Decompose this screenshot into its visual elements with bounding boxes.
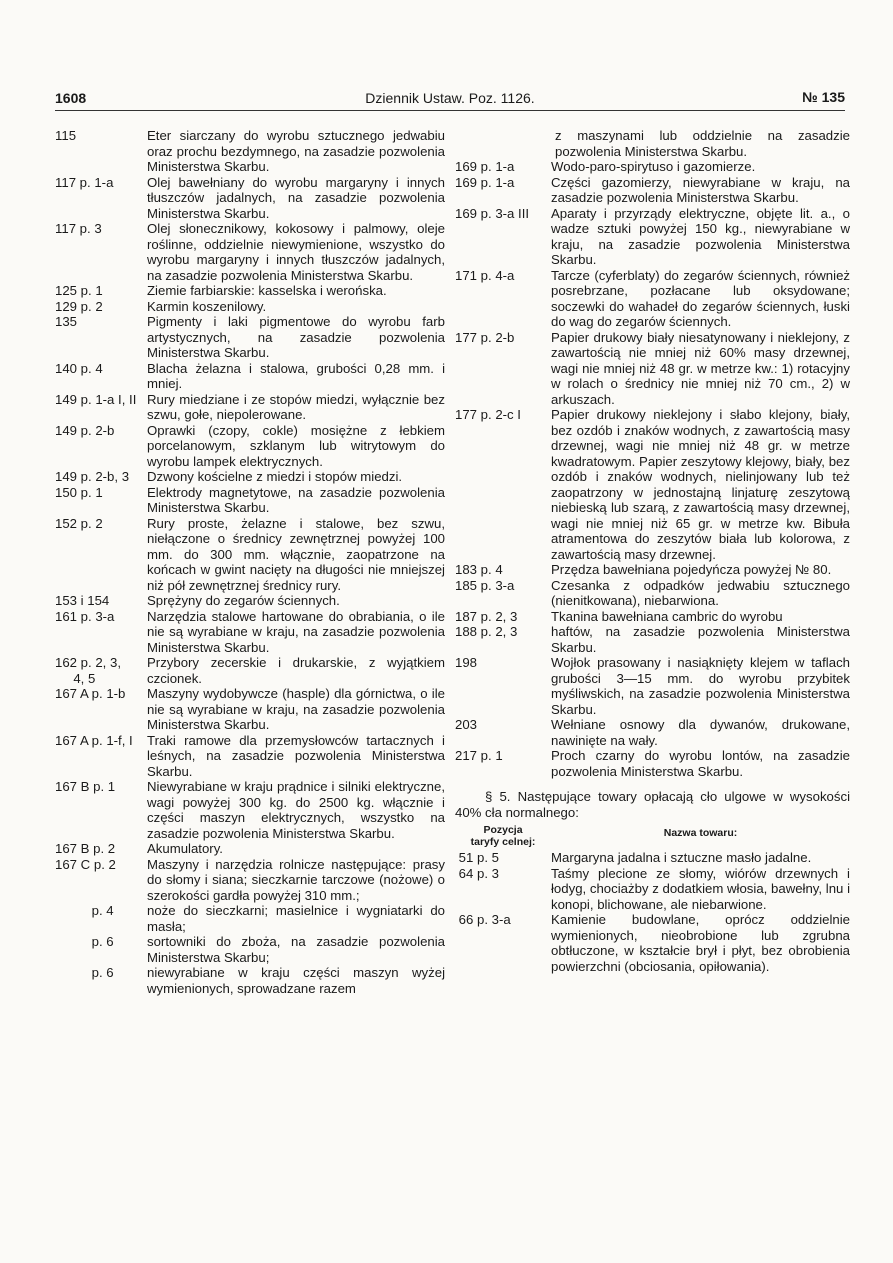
tariff-entry — [55, 283, 445, 299]
tariff-entry — [55, 779, 445, 841]
tariff-position: 183 p. 4 — [455, 562, 503, 577]
tariff-entry — [455, 268, 850, 330]
goods-description: Aparaty i przyrządy elektryczne, objęte lit. a., o wadze sztuki powyżej 150 kg., niewyrabiane w kraju, na zasadzie pozwolenia Ministerstwa Skarbu. — [551, 205, 850, 267]
tariff-position: 185 p. 3-a — [455, 577, 515, 593]
tariff-entry — [55, 175, 445, 222]
goods-description: Traki ramowe dla przemysłowców tartacznych i leśnych, na zasadzie pozwolenia Ministerstwa Skarbu. — [147, 732, 445, 779]
goods-description: Elektrody magnetytowe, na zasadzie pozwolenia Ministerstwa Skarbu. — [147, 484, 445, 515]
goods-description: Narzędzia stalowe hartowane do obrabiania, o ile nie są wyrabiane w kraju, na zasadzie pozwolenia Ministerstwa Skarbu. — [147, 608, 445, 655]
section-paragraph: § 5. Następujące towary opłacają cło ulgowe w wysokości 40% cła normalnego: — [455, 789, 850, 820]
tariff-position: 188 p. 2, 3 — [455, 624, 518, 639]
goods-description: Rury proste, żelazne i stalowe, bez szwu, niełączone o średnicy zewnętrznej powyżej 100 mm. do 300 mm. włącznie, zaopatrzone na końcach w gwint nacięty na długości nie mniejszej niż pół zewnętrznej średnicy rury. — [147, 515, 445, 593]
table-header — [455, 824, 850, 848]
tariff-position: p. 4 — [55, 903, 114, 918]
tariff-position: 169 p. 1-a — [455, 174, 515, 190]
tariff-entry — [455, 866, 850, 913]
tariff-entry — [55, 686, 445, 733]
goods-description: Papier drukowy biały niesatynowany i nieklejony, z zawartością nie mniej niż 60% masy drzewnej, wagi nie mniej niż 48 gr. w metrze kw.: 1) rotacyjny w rolach o średnicy nie mniej niż 70 cm., 2) w arkuszach. — [551, 329, 850, 407]
tariff-position: 66 p. 3-a — [455, 912, 511, 927]
tariff-entry — [55, 733, 445, 780]
tariff-position: 125 p. 1 — [55, 283, 103, 298]
goods-description: Przybory zecerskie i drukarskie, z wyjątkiem czcionek. — [147, 655, 445, 686]
tariff-entry — [455, 562, 850, 578]
tariff-position: 140 p. 4 — [55, 360, 103, 376]
tariff-entry — [55, 841, 445, 857]
goods-description: Sprężyny do zegarów ściennych. — [147, 593, 340, 608]
tariff-position: 149 p. 2-b — [55, 422, 115, 438]
tariff-position: 117 p. 3 — [55, 221, 102, 236]
tariff-position: 217 p. 1 — [455, 748, 503, 763]
tariff-position: 177 p. 2-b — [455, 329, 515, 345]
goods-description: haftów, na zasadzie pozwolenia Ministerstwa Skarbu. — [551, 624, 850, 655]
tariff-entry — [455, 748, 850, 779]
tariff-position: 149 p. 2-b, 3 — [55, 469, 130, 484]
tariff-position: 149 p. 1-a I, II — [55, 391, 137, 407]
right-column — [455, 128, 850, 974]
goods-description: Eter siarczany do wyrobu sztucznego jedwabiu oraz prochu bezdymnego, na zasadzie pozwolenia Ministerstwa Skarbu. — [147, 128, 445, 174]
tariff-entry — [55, 516, 445, 594]
goods-description: Akumulatory. — [147, 841, 223, 856]
goods-description: Margaryna jadalna i sztuczne masło jadalne. — [551, 850, 812, 865]
tariff-position: 187 p. 2, 3 — [455, 608, 518, 624]
goods-description: Pigmenty i laki pigmentowe do wyrobu farb artystycznych, na zasadzie pozwolenia Ministerstwa Skarbu. — [147, 314, 445, 360]
goods-description: Wojłok prasowany i nasiąknięty klejem w taflach grubości 3—15 mm. do wyrobu przybitek myśliwskich, na zasadzie pozwolenia Ministerstwa Skarbu. — [551, 655, 850, 717]
tariff-entry — [455, 578, 850, 609]
tariff-position: 169 p. 3-a III — [455, 205, 530, 221]
position-column-header: Pozycja taryfy celnej: — [470, 824, 536, 848]
tariff-entry — [55, 221, 445, 283]
tariff-entry — [55, 903, 445, 934]
goods-description: Dzwony kościelne z miedzi i stopów miedzi. — [147, 469, 403, 484]
page-number: 1608 — [55, 90, 87, 106]
tariff-entry — [455, 717, 850, 748]
issue-number: № 135 — [802, 89, 845, 105]
left-column — [55, 128, 445, 996]
tariff-entry — [55, 609, 445, 656]
tariff-entry — [55, 934, 445, 965]
tariff-position: 167 C p. 2 — [55, 856, 116, 872]
tariff-entry — [55, 392, 445, 423]
journal-title: Dziennik Ustaw. Poz. 1126. — [365, 90, 535, 106]
goods-description: Ziemie farbiarskie: kasselska i werońska. — [147, 283, 387, 298]
goods-column-header: Nazwa towaru: — [663, 827, 738, 839]
tariff-entry — [55, 965, 445, 996]
tariff-entry — [455, 850, 850, 866]
tariff-position: p. 6 — [55, 965, 114, 980]
goods-description: Tarcze (cyferblaty) do zegarów ściennych, również posrebrzane, pozłacane lub oksydowane; soczewki do wahadeł do zegarów ściennych, łuski do wag do zegarów ściennych. — [551, 267, 850, 329]
page-header — [55, 86, 845, 111]
goods-description: Wodo-paro-spirytuso i gazomierze. — [551, 159, 756, 174]
goods-description: Części gazomierzy, niewyrabiane w kraju, na zasadzie pozwolenia Ministerstwa Skarbu. — [551, 174, 850, 205]
goods-description: sortowniki do zboża, na zasadzie pozwolenia Ministerstwa Skarbu; — [147, 934, 445, 965]
tariff-position: 169 p. 1-a — [455, 159, 515, 174]
tariff-entry — [455, 912, 850, 974]
tariff-entry — [455, 330, 850, 408]
tariff-position: 171 p. 4-a — [455, 267, 515, 283]
tariff-entry — [455, 655, 850, 717]
goods-description: Kamienie budowlane, oprócz oddzielnie wymienionych, nieobrobione lub zgrubna obtłuczone, w kształcie brył i płyt, bez obrobienia powierzchni (obciosania, opiłowania). — [551, 912, 850, 974]
tariff-entry — [55, 593, 445, 609]
tariff-position: 167 B p. 2 — [55, 841, 116, 856]
tariff-entry — [455, 175, 850, 206]
tariff-position: 177 p. 2-c I — [455, 407, 521, 422]
goods-description: Maszyny wydobywcze (hasple) dla górnictwa, o ile nie są wyrabiane w kraju, na zasadzie pozwolenia Ministerstwa Skarbu. — [147, 686, 445, 732]
tariff-position: 198 — [455, 655, 478, 670]
goods-description: Proch czarny do wyrobu lontów, na zasadzie pozwolenia Ministerstwa Skarbu. — [551, 748, 850, 779]
tariff-entry — [55, 361, 445, 392]
goods-description: Oprawki (czopy, cokle) mosiężne z łebkiem porcelanowym, szklanym lub witrytowym do wyrobu lampek elektrycznych. — [147, 422, 445, 469]
tariff-position: 153 i 154 — [55, 593, 110, 608]
tariff-position: 129 p. 2 — [55, 298, 103, 314]
tariff-position: 203 — [455, 717, 478, 732]
tariff-entry — [455, 206, 850, 268]
tariff-position: 135 — [55, 314, 78, 329]
goods-description: Blacha żelazna i stalowa, grubości 0,28 mm. i mniej. — [147, 360, 445, 391]
tariff-entry — [55, 655, 445, 686]
tariff-entry — [55, 314, 445, 361]
goods-description: Przędza bawełniana pojedyńcza powyżej № 80. — [551, 562, 832, 577]
tariff-position: p. 6 — [55, 934, 114, 949]
tariff-entry — [455, 624, 850, 655]
tariff-position: 115 — [55, 128, 77, 143]
tariff-entry — [55, 423, 445, 470]
goods-description: Maszyny i narzędzia rolnicze następujące: prasy do słomy i siana; sieczkarnie tarczowe (nożowe) o szerokości gardła powyżej 310 mm.; — [147, 856, 445, 903]
tariff-position: 152 p. 2 — [55, 515, 103, 531]
tariff-entry — [55, 299, 445, 315]
goods-description: Rury miedziane i ze stopów miedzi, wyłącznie bez szwu, gołe, niepolerowane. — [147, 391, 445, 422]
continued-description: z maszynami lub oddzielnie na zasadzie pozwolenia Ministerstwa Skarbu. — [555, 128, 850, 159]
goods-description: Taśmy plecione ze słomy, wiórów drzewnych i łodyg, chociażby z dodatkiem włosia, bawełny, lnu i konopi, blichowane, ale niebarwione. — [551, 865, 850, 912]
tariff-position: 162 p. 2, 3, 4, 5 — [55, 655, 121, 686]
goods-description: Niewyrabiane w kraju prądnice i silniki elektryczne, wagi powyżej 300 kg. do 2500 kg. włącznie i części maszyn elektrycznych, wszystko na zasadzie pozwolenia Ministerstwa Skarbu. — [147, 779, 445, 841]
goods-description: Wełniane osnowy dla dywanów, drukowane, nawinięte na wały. — [551, 717, 850, 748]
tariff-entry — [55, 485, 445, 516]
goods-description: Tkanina bawełniana cambric do wyrobu — [551, 608, 783, 624]
tariff-position: 167 A p. 1-f, I — [55, 732, 133, 748]
goods-description: Czesanka z odpadków jedwabiu sztucznego (nienitkowana), niebarwiona. — [551, 577, 850, 608]
tariff-entry — [55, 128, 445, 175]
tariff-position: 167 B p. 1 — [55, 779, 116, 794]
tariff-entry — [55, 469, 445, 485]
goods-description: Olej bawełniany do wyrobu margaryny i innych tłuszczów jadalnych, na zasadzie pozwolenia Ministerstwa Skarbu. — [147, 174, 445, 221]
tariff-entry — [455, 407, 850, 562]
tariff-position: 51 p. 5 — [455, 850, 499, 865]
goods-description: Olej słonecznikowy, kokosowy i palmowy, oleje roślinne, oddzielnie niewymienione, wszystko do wyrobu margaryny i innych tłuszczów jadalnych, na zasadzie pozwolenia Ministerstwa Skarbu. — [147, 221, 445, 283]
goods-description: Karmin koszenilowy. — [147, 298, 267, 314]
tariff-entry — [455, 609, 850, 625]
goods-description: niewyrabiane w kraju części maszyn wyżej wymienionych, sprowadzane razem — [147, 965, 445, 996]
tariff-position: 167 A p. 1-b — [55, 686, 126, 701]
tariff-entry — [55, 857, 445, 904]
tariff-entry — [455, 159, 850, 175]
goods-description: noże do sieczkarni; masielnice i wygniatarki do masła; — [147, 903, 445, 934]
tariff-position: 117 p. 1-a — [55, 174, 114, 190]
tariff-position: 150 p. 1 — [55, 484, 103, 500]
goods-description: Papier drukowy nieklejony i słabo klejony, biały, bez ozdób i znaków wodnych, z zawartością masy drzewnej, wagi nie mniej niż 48 gr. w metrze kwadratowym. Papier zeszytowy klejowy, biały, bez ozdób i znaków wodnych, nielinjowany lub też zaopatrzony w jednostajną linjaturę zeszytową niebieską lub szarą, z zawartością masy drzewnej, wagi nie mniej niż 65 gr. w metrze kw. Bibuła atramentowa do zeszytów biała lub kolorowa, z zawartością masy drzewnej. — [551, 407, 850, 562]
tariff-position: 161 p. 3-a — [55, 608, 115, 624]
tariff-position: 64 p. 3 — [455, 865, 499, 881]
